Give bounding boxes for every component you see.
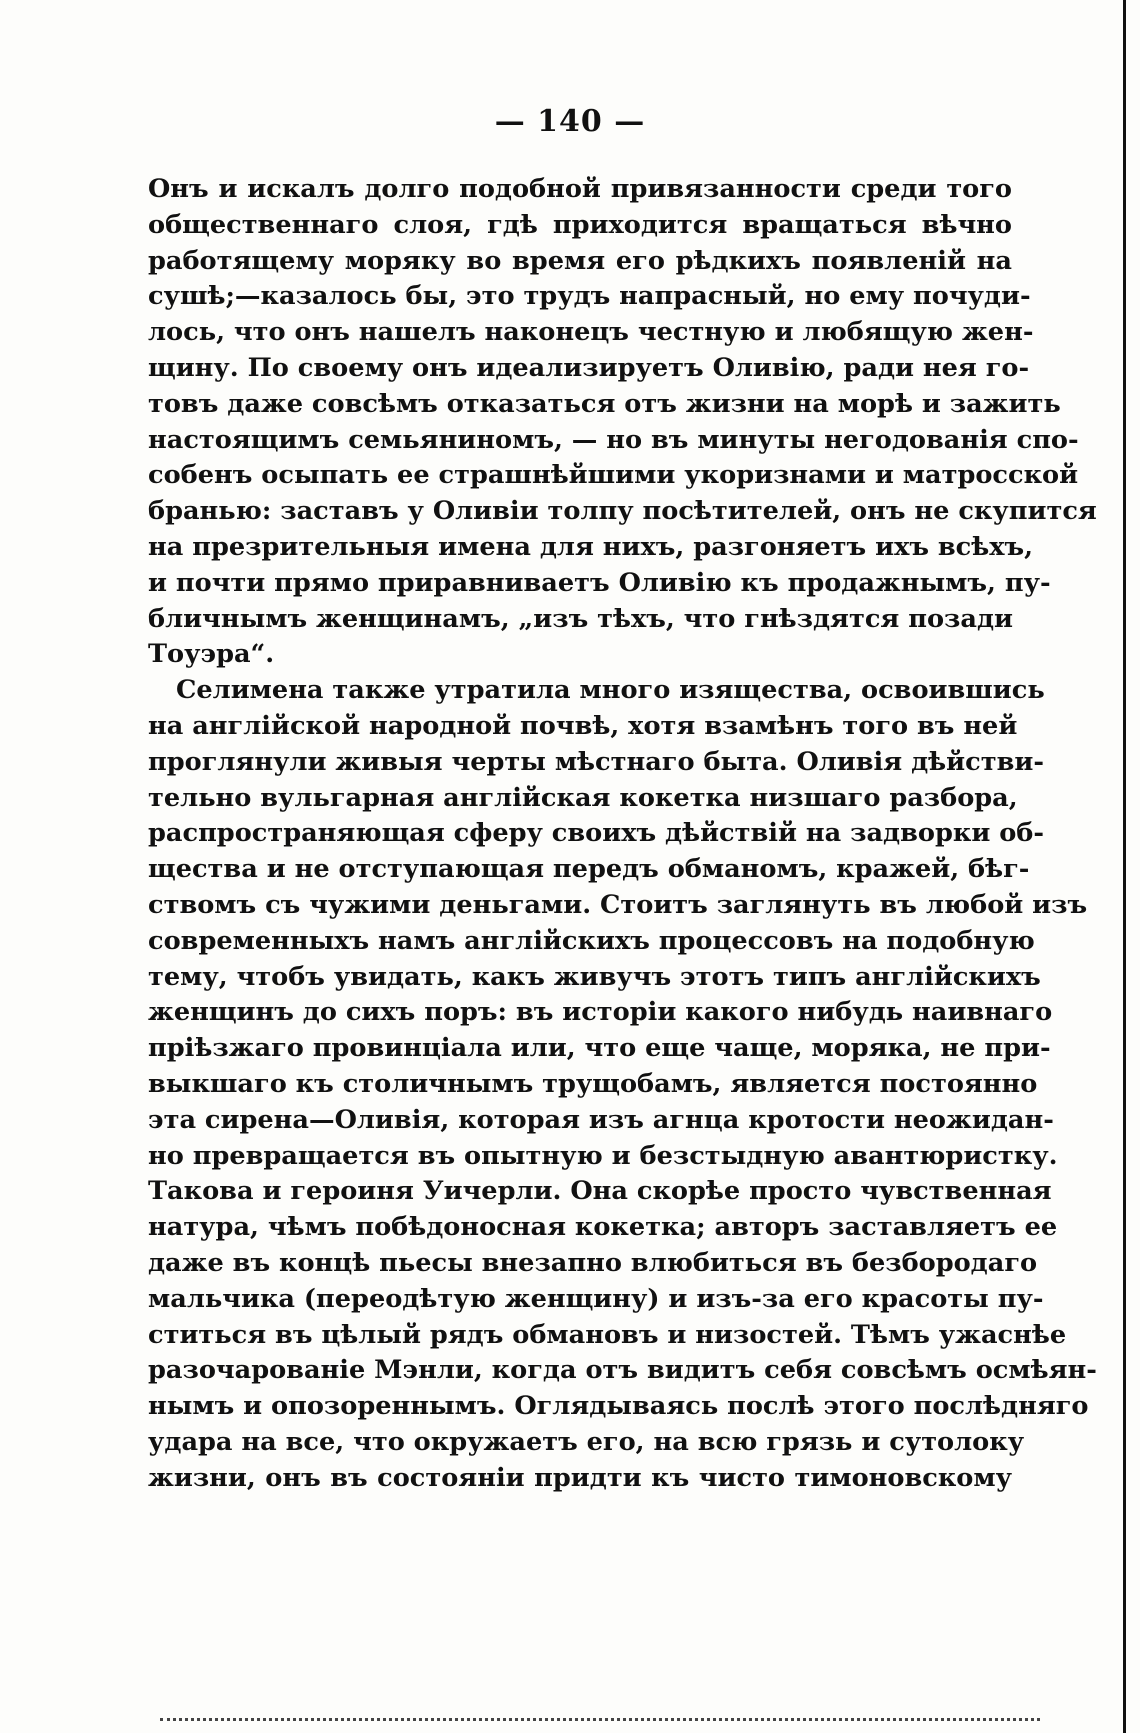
text-line: распространяющая сферу своихъ дѣйствій на задворки об- xyxy=(148,818,1044,849)
text-line: щину. По своему онъ идеализируетъ Оливію, ради нея го- xyxy=(148,352,1030,383)
text-line: мальчика (переодѣтую женщину) и изъ-за его красоты пу- xyxy=(148,1283,1044,1314)
paragraph-start-line: Селимена также утратила много изящества, освоившись xyxy=(176,675,1045,706)
paragraph-end-line: Тоуэра“. xyxy=(148,639,275,670)
text-line: Такова и героиня Уичерли. Она скорѣе просто чувственная xyxy=(148,1176,1052,1207)
text-line: настоящимъ семьяниномъ, — но въ минуты негодованія спо- xyxy=(148,424,1079,455)
text-line: бранью: заставъ у Оливіи толпу посѣтителей, онъ не скупится xyxy=(148,496,1097,527)
text-line: даже въ концѣ пьесы внезапно влюбиться въ безбородаго xyxy=(148,1247,1038,1278)
text-line: на англійской народной почвѣ, хотя взамѣнъ того въ ней xyxy=(148,710,1018,741)
scan-edge-divider xyxy=(1123,0,1126,1733)
text-line: общественнаго слоя, гдѣ приходится вращаться вѣчно xyxy=(148,209,1012,240)
text-line: пріѣзжаго провинціала или, что еще чаще, моряка, не при- xyxy=(148,1033,1051,1064)
text-line: щества и не отступающая передъ обманомъ, кражей, бѣг- xyxy=(148,854,1030,885)
text-line: бличнымъ женщинамъ, „изъ тѣхъ, что гнѣздятся позади xyxy=(148,603,1013,634)
text-line: но превращается въ опытную и безстыдную авантюристку. xyxy=(148,1140,1058,1171)
text-line: жизни, онъ въ состояніи придти къ чисто тимоновскому xyxy=(148,1462,1012,1493)
body-text xyxy=(148,172,1097,1496)
text-line: женщинъ до сихъ поръ: въ исторіи какого нибудь наивнаго xyxy=(148,997,1053,1028)
text-line: выкшаго къ столичнымъ трущобамъ, является постоянно xyxy=(148,1068,1038,1099)
text-line: ститься въ цѣлый рядъ обмановъ и низостей. Тѣмъ ужаснѣе xyxy=(148,1319,1067,1350)
text-line: работящему моряку во время его рѣдкихъ появленій на xyxy=(148,245,1012,276)
text-line: собенъ осыпать ее страшнѣйшими укоризнами и матросской xyxy=(148,460,1079,491)
text-line: тему, чтобъ увидать, какъ живучъ этотъ типъ англійскихъ xyxy=(148,961,1041,992)
text-line: лось, что онъ нашелъ наконецъ честную и любящую жен- xyxy=(148,317,1034,348)
scan-bottom-artifact xyxy=(160,1718,1040,1721)
text-line: тельно вульгарная англійская кокетка низшаго разбора, xyxy=(148,782,1018,813)
text-line: нымъ и опозореннымъ. Оглядываясь послѣ этого послѣдняго xyxy=(148,1391,1089,1422)
text-line: удара на все, что окружаетъ его, на всю грязь и сутолоку xyxy=(148,1426,1025,1457)
text-line: сушѣ;—казалось бы, это трудъ напрасный, но ему почуди- xyxy=(148,281,1031,312)
text-line: и почти прямо приравниваетъ Оливію къ продажнымъ, пу- xyxy=(148,567,1051,598)
text-line: эта сирена—Оливія, которая изъ агнца кротости неожидан- xyxy=(148,1104,1054,1135)
text-line: натура, чѣмъ побѣдоносная кокетка; авторъ заставляетъ ее xyxy=(148,1212,1058,1243)
text-line: ствомъ съ чужими деньгами. Стоитъ заглянуть въ любой изъ xyxy=(148,889,1088,920)
page-number: — 140 — xyxy=(494,104,646,139)
text-line: Онъ и искалъ долго подобной привязанности среди того xyxy=(148,174,1012,204)
text-line: товъ даже совсѣмъ отказаться отъ жизни на морѣ и зажить xyxy=(148,388,1061,419)
text-line: на презрительныя имена для нихъ, разгоняетъ ихъ всѣхъ, xyxy=(148,531,1034,562)
text-line: проглянули живыя черты мѣстнаго быта. Оливія дѣйстви- xyxy=(148,746,1044,777)
text-line: разочарованіе Мэнли, когда отъ видитъ себя совсѣмъ осмѣян- xyxy=(148,1355,1097,1386)
text-line: современныхъ намъ англійскихъ процессовъ на подобную xyxy=(148,925,1035,956)
